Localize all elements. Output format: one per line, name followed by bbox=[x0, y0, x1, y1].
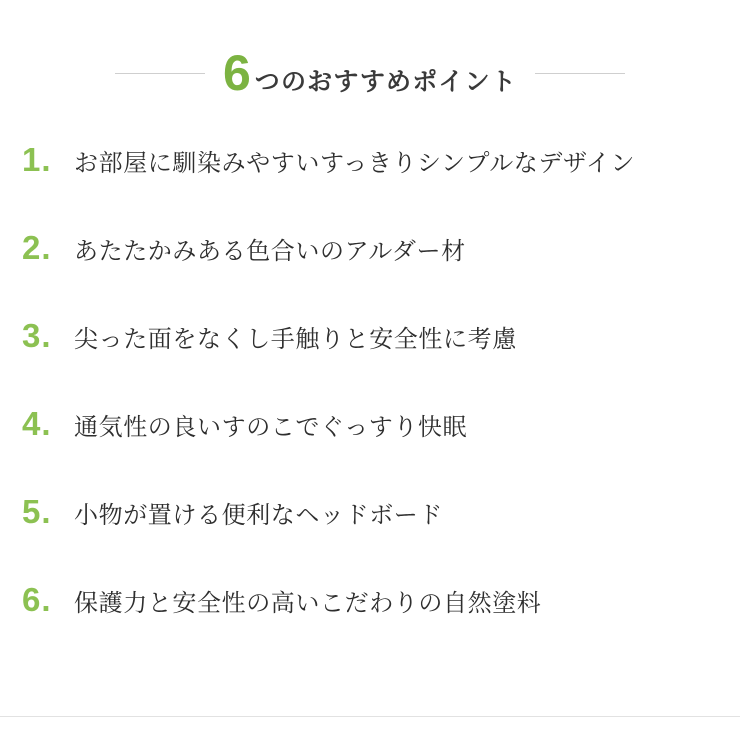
page-title bbox=[222, 45, 518, 101]
list-item bbox=[0, 583, 740, 671]
list-item-label: 小物が置ける便利なヘッドボード bbox=[74, 502, 443, 529]
list-item-label: 保護力と安全性の高いこだわりの自然塗料 bbox=[74, 590, 542, 617]
list-item-label: 尖った面をなくし手触りと安全性に考慮 bbox=[74, 326, 517, 353]
list-item bbox=[0, 231, 740, 319]
list-item-label: あたたかみある色合いのアルダー材 bbox=[74, 238, 466, 265]
list-item bbox=[0, 495, 740, 583]
headline-banner bbox=[0, 42, 740, 104]
list-item-number: 4. bbox=[22, 405, 52, 442]
points-list bbox=[0, 143, 740, 671]
list-item bbox=[0, 319, 740, 407]
list-item bbox=[0, 407, 740, 495]
footer-divider bbox=[0, 716, 740, 717]
list-item-number: 5. bbox=[22, 493, 52, 530]
headline-number: 6 bbox=[222, 45, 251, 101]
headline-text: つのおすすめポイント bbox=[254, 68, 518, 96]
list-item-number: 3. bbox=[22, 317, 52, 354]
headline-rule-left bbox=[115, 73, 205, 74]
list-item-number: 6. bbox=[22, 581, 52, 618]
list-item-label: お部屋に馴染みやすいすっきりシンプルなデザイン bbox=[74, 150, 636, 177]
list-item-number: 1. bbox=[22, 141, 52, 178]
list-item bbox=[0, 143, 740, 231]
list-item-label: 通気性の良いすのこでぐっすり快眠 bbox=[74, 414, 468, 441]
list-item-number: 2. bbox=[22, 229, 52, 266]
headline-rule-right bbox=[535, 73, 625, 74]
